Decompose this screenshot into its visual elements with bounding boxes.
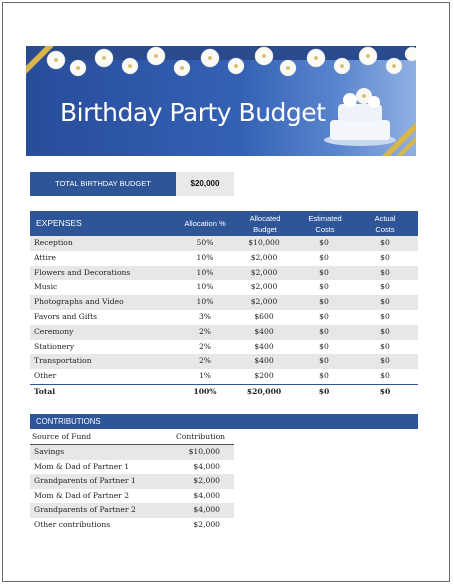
actual-cell[interactable]: $0 — [380, 341, 390, 351]
allocation-cell[interactable]: 10% — [196, 282, 214, 292]
actual-cell[interactable]: $0 — [380, 238, 390, 247]
fund-source: Mom & Dad of Partner 1 — [34, 461, 130, 471]
allocated-cell: $2,000 — [250, 297, 278, 307]
allocated-cell: $400 — [254, 356, 274, 366]
expense-name: Ceremony — [34, 326, 74, 336]
expense-name: Transportation — [34, 356, 92, 366]
allocation-cell[interactable]: 3% — [198, 311, 212, 321]
expenses-table — [30, 236, 418, 400]
estimated-cell[interactable]: $0 — [319, 267, 329, 277]
fund-amount[interactable]: $4,000 — [193, 490, 220, 500]
header-allocation: Allocation % — [184, 219, 226, 228]
expense-name: Reception — [34, 238, 73, 247]
expenses-header-name: EXPENSES — [36, 218, 82, 228]
allocated-cell: $2,000 — [250, 267, 278, 277]
header-allocated-budget: Allocated Budget — [249, 213, 281, 234]
total-budget-value[interactable]: $20,000 — [176, 172, 234, 196]
expense-name: Music — [34, 282, 58, 292]
header-actual-costs: Actual Costs — [374, 213, 396, 234]
cake-image — [320, 86, 400, 148]
table-row — [30, 340, 418, 355]
actual-cell[interactable]: $0 — [380, 297, 390, 307]
total-budget-label: TOTAL BIRTHDAY BUDGET — [30, 172, 176, 196]
fund-amount[interactable]: $4,000 — [193, 505, 220, 515]
contribution-header: Contribution — [176, 432, 226, 441]
allocation-cell[interactable]: 1% — [198, 371, 212, 381]
actual-cell[interactable]: $0 — [380, 326, 390, 336]
estimated-cell[interactable]: $0 — [319, 297, 329, 307]
allocated-cell: $10,000 — [248, 238, 280, 247]
list-item — [30, 474, 234, 489]
table-row — [30, 325, 418, 340]
estimated-cell[interactable]: $0 — [319, 282, 329, 292]
estimated-cell[interactable]: $0 — [319, 356, 329, 366]
allocation-cell[interactable]: 2% — [198, 341, 212, 351]
actual-cell[interactable]: $0 — [380, 371, 390, 381]
table-row — [30, 280, 418, 295]
fund-amount[interactable]: $2,000 — [193, 476, 220, 486]
list-item — [30, 445, 234, 460]
fund-amount[interactable]: $2,000 — [193, 519, 220, 529]
estimated-cell[interactable]: $0 — [319, 252, 329, 262]
fund-amount[interactable]: $4,000 — [193, 461, 220, 471]
expense-name: Favors and Gifts — [34, 311, 98, 321]
allocation-cell[interactable]: 10% — [196, 297, 214, 307]
fund-source: Savings — [34, 447, 65, 456]
estimated-cell[interactable]: $0 — [319, 371, 329, 381]
table-row — [30, 354, 418, 369]
expense-name: Flowers and Decorations — [34, 267, 131, 277]
estimated-cell[interactable]: $0 — [319, 238, 329, 247]
estimated-cell[interactable]: $0 — [319, 341, 329, 351]
allocated-cell: $2,000 — [250, 252, 278, 262]
fund-source: Mom & Dad of Partner 2 — [34, 490, 130, 500]
actual-cell[interactable]: $0 — [380, 267, 390, 277]
contributions-table — [30, 445, 234, 533]
fund-source: Grandparents of Partner 2 — [34, 505, 136, 515]
expense-name: Other — [34, 371, 57, 381]
fund-source: Grandparents of Partner 1 — [34, 476, 136, 486]
table-row — [30, 266, 418, 281]
header-estimated-costs: Estimated Costs — [308, 213, 342, 234]
source-of-fund-header: Source of Fund — [32, 432, 92, 441]
allocated-cell: $400 — [254, 341, 274, 351]
total-row — [30, 384, 418, 400]
total-estimated: $0 — [318, 386, 330, 396]
total-label: Total — [34, 386, 56, 396]
actual-cell[interactable]: $0 — [380, 356, 390, 366]
table-row — [30, 295, 418, 310]
list-item — [30, 489, 234, 504]
fund-source: Other contributions — [34, 519, 111, 529]
actual-cell[interactable]: $0 — [380, 311, 390, 321]
title-banner — [26, 46, 416, 156]
expenses-header — [30, 211, 418, 236]
actual-cell[interactable]: $0 — [380, 252, 390, 262]
table-row — [30, 236, 418, 251]
actual-cell[interactable]: $0 — [380, 282, 390, 292]
allocation-cell[interactable]: 2% — [198, 356, 212, 366]
total-allocation: 100% — [193, 386, 217, 396]
estimated-cell[interactable]: $0 — [319, 326, 329, 336]
total-actual: $0 — [379, 386, 391, 396]
estimated-cell[interactable]: $0 — [319, 311, 329, 321]
total-allocated: $20,000 — [246, 386, 282, 396]
allocation-cell[interactable]: 10% — [196, 252, 214, 262]
page-title: Birthday Party Budget — [60, 98, 326, 127]
allocated-cell: $400 — [254, 326, 274, 336]
gold-ribbon-left — [26, 46, 66, 86]
expense-name: Stationery — [34, 341, 75, 351]
expense-name: Attire — [34, 252, 57, 262]
allocated-cell: $2,000 — [250, 282, 278, 292]
table-row — [30, 369, 418, 384]
list-item — [30, 503, 234, 518]
allocation-cell[interactable]: 2% — [198, 326, 212, 336]
allocated-cell: $600 — [254, 311, 274, 321]
fund-amount[interactable]: $10,000 — [188, 447, 220, 456]
table-row — [30, 251, 418, 266]
contributions-header: CONTRIBUTIONS — [30, 414, 418, 429]
contributions-column-headers — [30, 432, 234, 445]
allocation-cell[interactable]: 10% — [196, 267, 214, 277]
allocated-cell: $200 — [254, 371, 274, 381]
table-row — [30, 310, 418, 325]
list-item — [30, 460, 234, 475]
list-item — [30, 518, 234, 533]
allocation-cell[interactable]: 50% — [196, 238, 214, 247]
expense-name: Photographs and Video — [34, 297, 124, 307]
flower-border-image — [26, 46, 416, 82]
